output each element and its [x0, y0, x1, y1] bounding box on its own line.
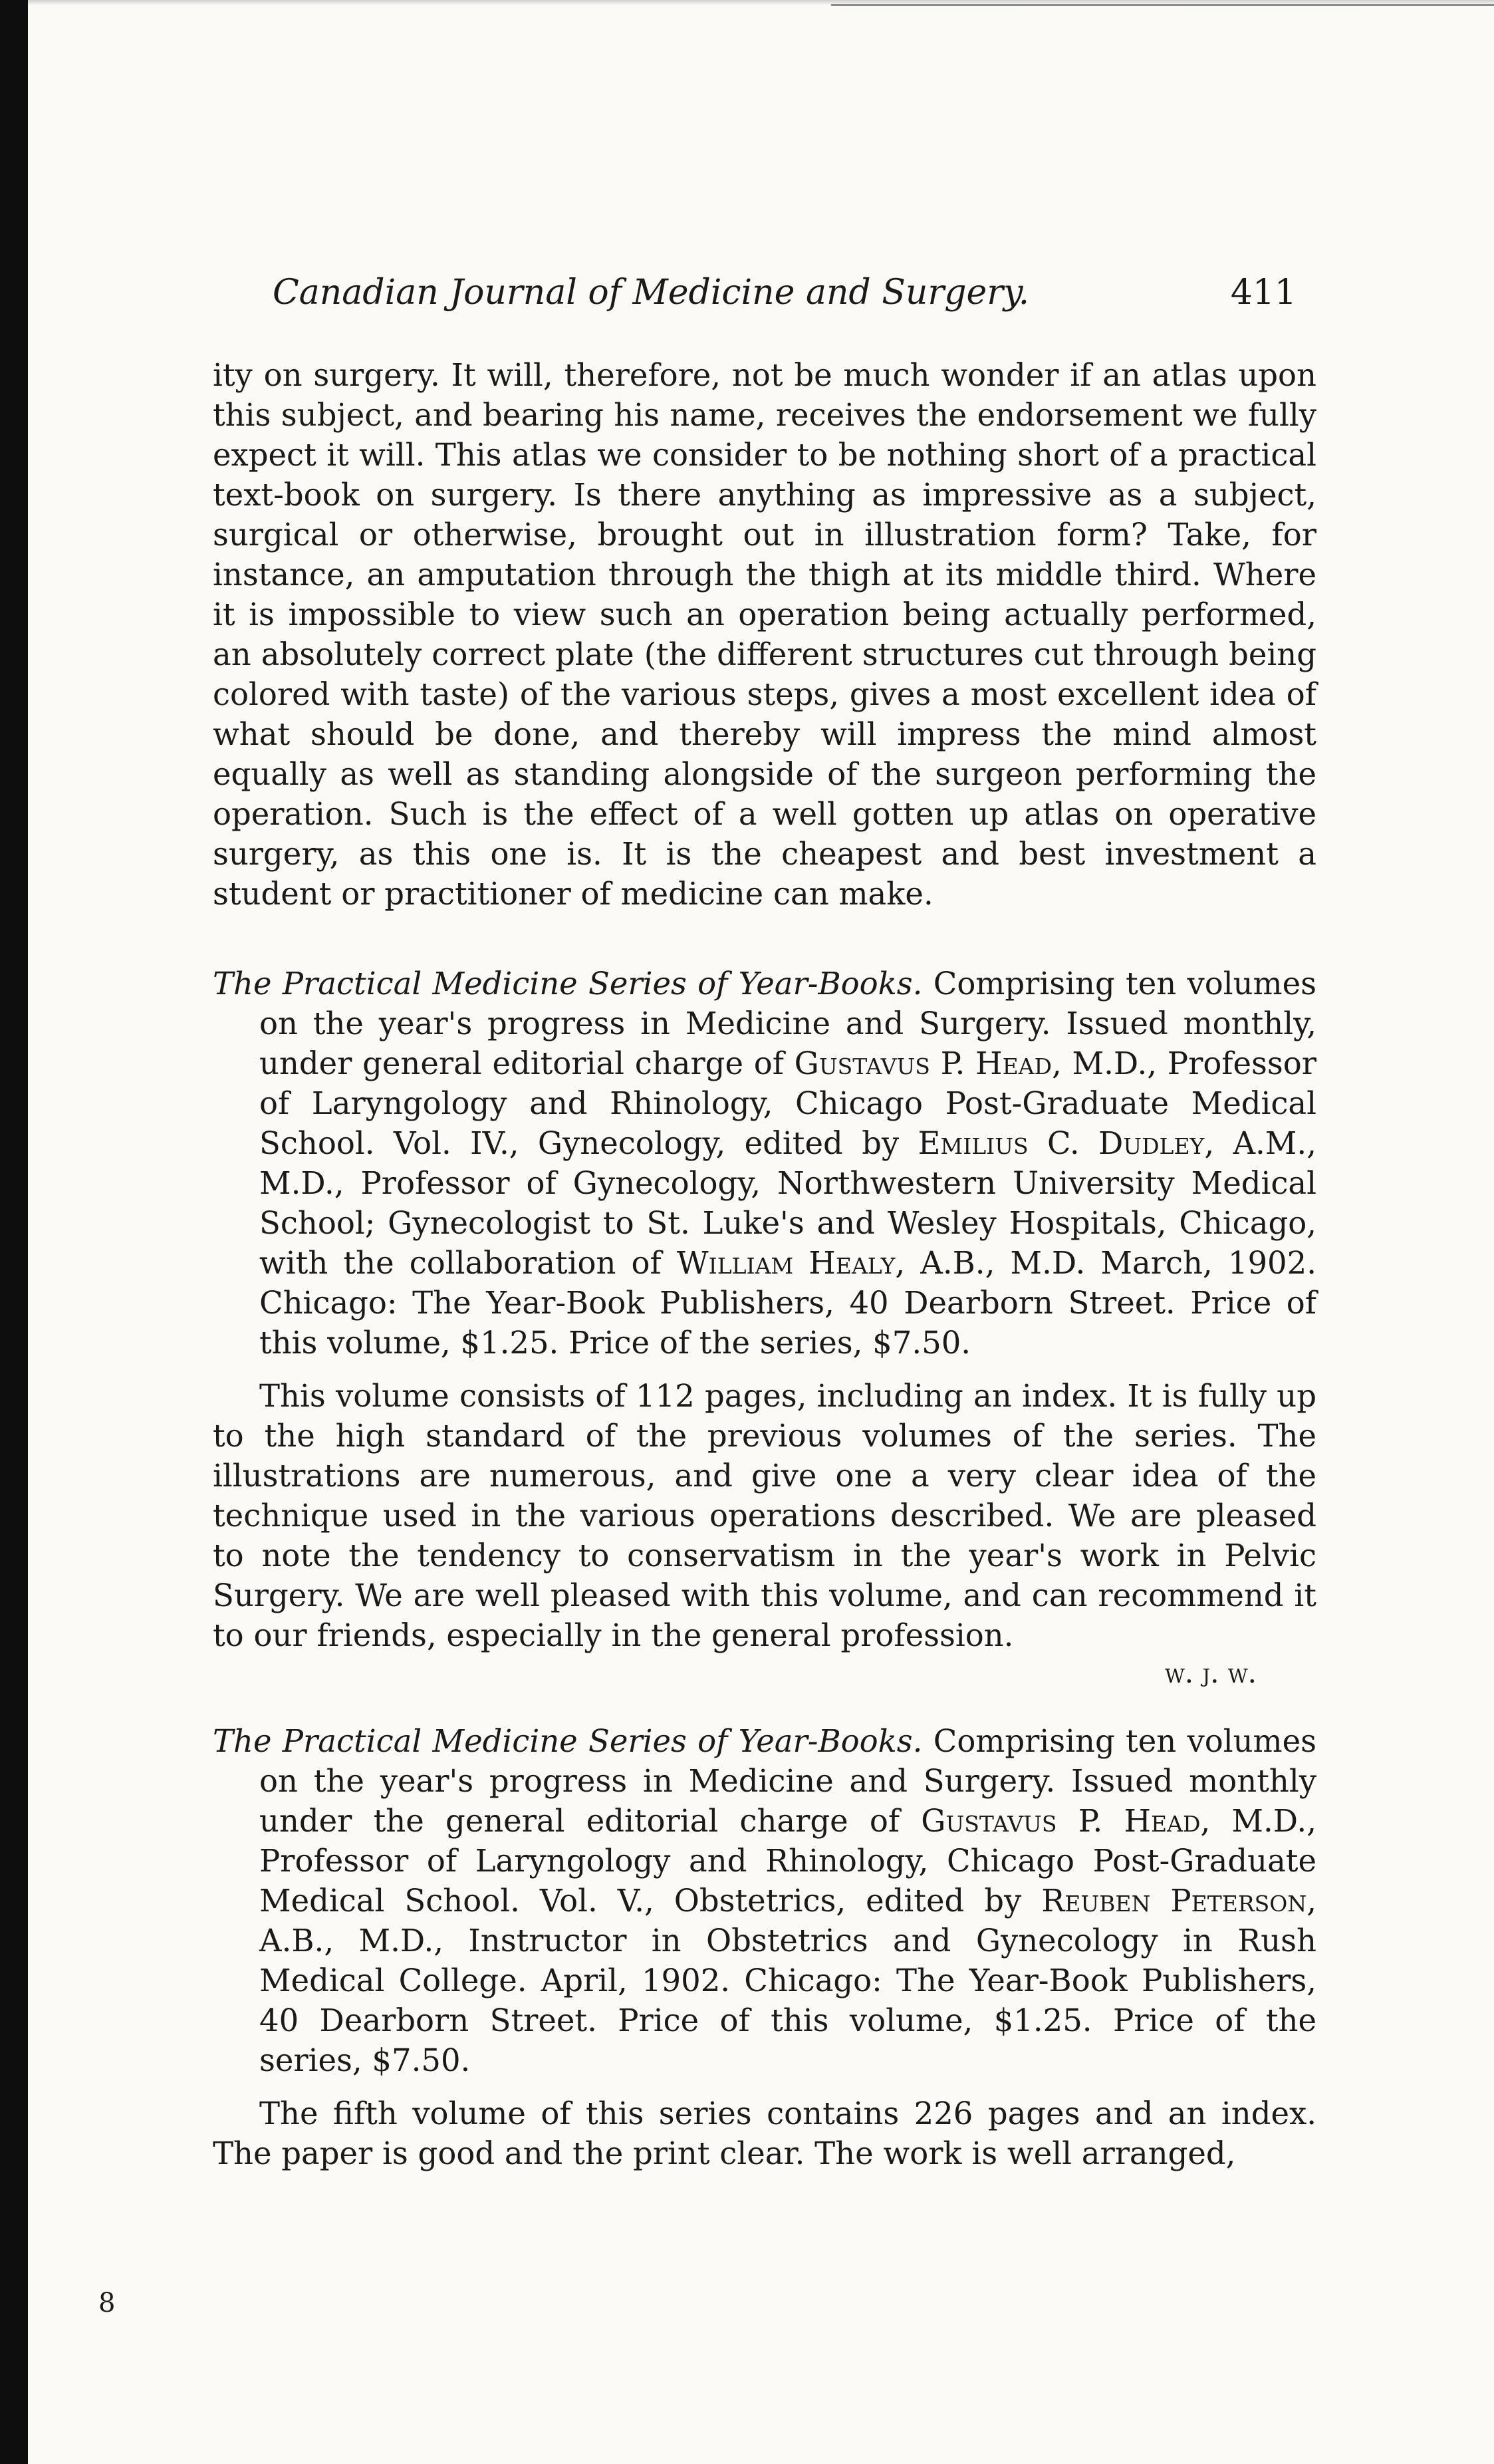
editor-name: Gustavus P. Head [921, 1803, 1201, 1839]
editor-name: Reuben Peterson [1041, 1883, 1307, 1919]
editor-name: Emilius C. Dudley [918, 1125, 1205, 1161]
scan-top-rule [831, 4, 1494, 6]
review-entry-vol-4 [213, 964, 1316, 1363]
journal-page [213, 273, 1316, 2173]
running-head [213, 273, 1316, 326]
review-body: The fifth volume of this series contains 226 pages and an index. The paper is good and the print clear. The work is well arranged, [213, 2096, 1316, 2171]
review-citation: Comprising ten volumes on the year's progress in Medicine and Surgery. Issued monthly under the general editorial charge of [259, 1723, 1317, 1839]
review-citation: , M.D., Professor of Laryngology and Rhinology, Chicago Post-Graduate Medical School. Vol. IV., Gynecology, edited by [259, 1045, 1316, 1161]
collaborator-name: William Healy [676, 1245, 896, 1281]
page-number: 411 [1230, 273, 1297, 313]
journal-title: Canadian Journal of Medicine and Surgery. [273, 273, 1030, 313]
continued-paragraph: ity on surgery. It will, therefore, not be much wonder if an atlas upon this subject, and bearing his name, receives the endorsement we fully expect it will. This atlas we consider to be nothing short of a practical text-book on surgery. Is there anything as impressive as a subject, surgical or otherwise, brought out in illustration form? Take, for instance, an amputation through the thigh at its middle third. Where it is impossible to view such an operation being actually performed, an absolutely correct plate (the different structures cut through being colored with taste) of the various steps, gives a most excellent idea of what should be done, and thereby will impress the mind almost equally as well as standing alongside of the surgeon performing the operation. Such is the effect of a well gotten up atlas on operative surgery, as this one is. It is the cheapest and best investment a student or practitioner of medicine can make. [213, 357, 1316, 912]
review-citation: , A.M., M.D., Professor of Gynecology, Northwestern University Medical School; Gynecologist to St. Luke's and Wesley Hospitals, Chicago, with the collaboration of [259, 1125, 1316, 1281]
reviewer-signature-wrap [213, 1657, 1316, 1689]
review-body: This volume consists of 112 pages, including an index. It is fully up to the high standard of the previous volumes of the series. The illustrations are numerous, and give one a very clear idea of the technique used in the various operations described. We are pleased to note the tendency to conservatism in the year's work in Pelvic Surgery. We are well pleased with this volume, and can recommend it to our friends, especially in the general profession. [213, 1378, 1316, 1653]
scan-binding-edge [0, 0, 28, 2464]
review-entry-vol-5 [213, 1721, 1316, 2080]
reviewer-signature: w. j. w. [1165, 1657, 1257, 1689]
review-citation: , A.B., M.D. March, 1902. Chicago: The Year-Book Publishers, 40 Dearborn Street. Price of this volume, $1.25. Price of the series, $7.50. [259, 1245, 1316, 1361]
printer-signature-mark: 8 [98, 2288, 116, 2318]
review-citation: Comprising ten volumes on the year's progress in Medicine and Surgery. Issued monthly, under general editorial charge of [259, 966, 1317, 1081]
review-title: The Practical Medicine Series of Year-Books. [213, 966, 923, 1002]
review-citation: , A.B., M.D., Instructor in Obstetrics and Gynecology in Rush Medical College. April, 1902. Chicago: The Year-Book Publishers, 40 Dearborn Street. Price of this volume, $1.25. Price of the series, $7.50. [259, 1883, 1316, 2078]
review-title: The Practical Medicine Series of Year-Books. [213, 1723, 923, 1759]
editor-name: Gustavus P. Head [794, 1045, 1052, 1081]
review-citation: , M.D., Professor of Laryngology and Rhinology, Chicago Post-Graduate Medical School. Vol. V., Obstetrics, edited by [259, 1803, 1316, 1919]
